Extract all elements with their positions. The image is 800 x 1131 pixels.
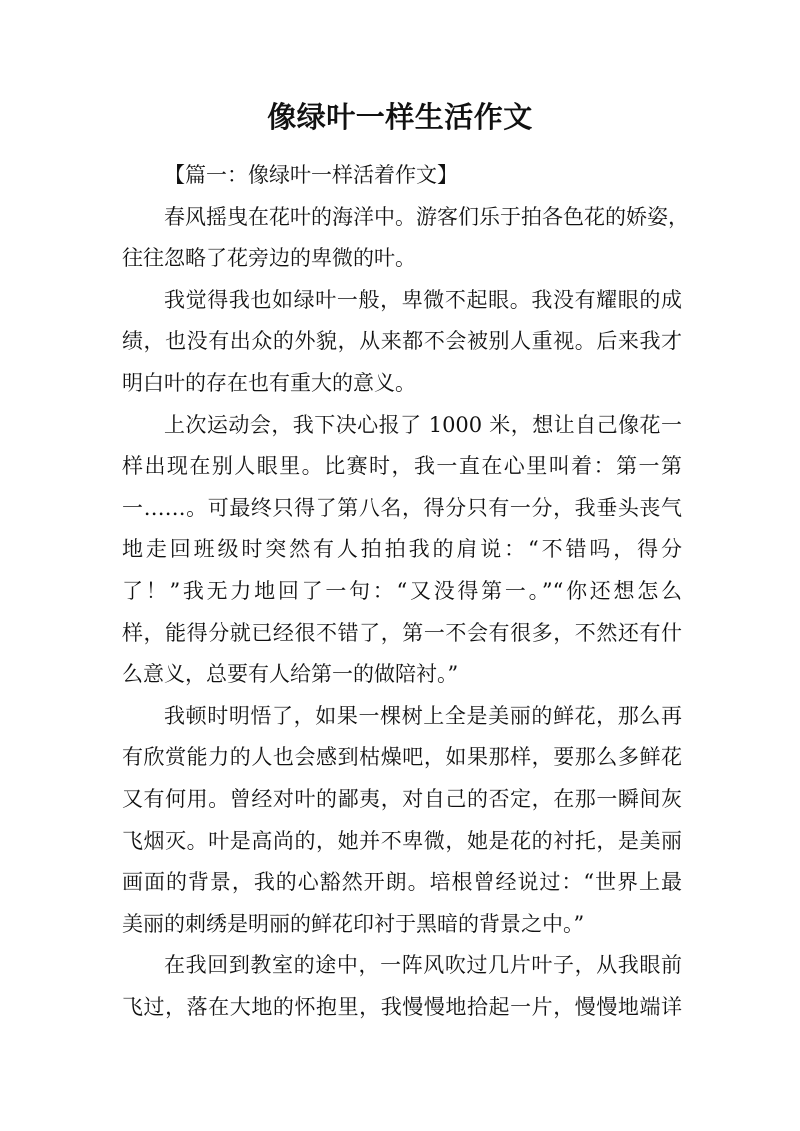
paragraph-3-line-5: 了！”我无力地回了一句：“又没得第一。”“你还想怎么 xyxy=(122,578,682,603)
paragraph-3-line-4: 地走回班级时突然有人拍拍我的肩说：“不错吗，得分 xyxy=(122,537,682,562)
paragraph-3-line-7: 么意义，总要有人给第一的做陪衬。” xyxy=(122,662,459,687)
paragraph-4-line-6: 美丽的刺绣是明丽的鲜花印衬于黑暗的背景之中。” xyxy=(122,911,585,936)
paragraph-4-line-3: 又有何用。曾经对叶的鄙夷，对自己的否定，在那一瞬间灰 xyxy=(122,786,682,811)
paragraph-1-line-1: 春风摇曳在花叶的海洋中。游客们乐于拍各色花的娇姿， xyxy=(164,204,689,229)
paragraph-3-line-1: 上次运动会，我下决心报了 1000 米，想让自己像花一 xyxy=(164,412,682,437)
paragraph-4-line-2: 有欣赏能力的人也会感到枯燥吧，如果那样，要那么多鲜花 xyxy=(122,745,682,770)
paragraph-2-line-3: 明白叶的存在也有重大的意义。 xyxy=(122,370,416,395)
paragraph-2-line-1: 我觉得我也如绿叶一般，卑微不起眼。我没有耀眼的成 xyxy=(164,287,682,312)
paragraph-3-line-6: 样，能得分就已经很不错了，第一不会有很多，不然还有什 xyxy=(122,620,682,645)
paragraph-3-line-2: 样出现在别人眼里。比赛时，我一直在心里叫着：第一第 xyxy=(122,454,682,479)
paragraph-5-line-2: 飞过，落在大地的怀抱里，我慢慢地拾起一片，慢慢地端详 xyxy=(122,994,682,1019)
paragraph-4-line-5: 画面的背景，我的心豁然开朗。培根曾经说过：“世界上最 xyxy=(122,870,682,895)
section-heading: 【篇一：像绿叶一样活着作文】 xyxy=(164,163,458,187)
paragraph-2-line-2: 绩，也没有出众的外貌，从来都不会被别人重视。后来我才 xyxy=(122,329,682,354)
paragraph-1-line-2: 往往忽略了花旁边的卑微的叶。 xyxy=(122,246,416,271)
paragraph-4-line-1: 我顿时明悟了，如果一棵树上全是美丽的鲜花，那么再 xyxy=(164,703,682,728)
paragraph-3-line-3: 一……。可最终只得了第八名，得分只有一分，我垂头丧气 xyxy=(122,495,682,520)
paragraph-4-line-4: 飞烟灭。叶是高尚的，她并不卑微，她是花的衬托，是美丽 xyxy=(122,828,682,853)
document-body xyxy=(122,155,689,1028)
paragraph-5-line-1: 在我回到教室的途中，一阵风吹过几片叶子，从我眼前 xyxy=(164,953,682,978)
document-title: 像绿叶一样生活作文 xyxy=(267,100,533,134)
